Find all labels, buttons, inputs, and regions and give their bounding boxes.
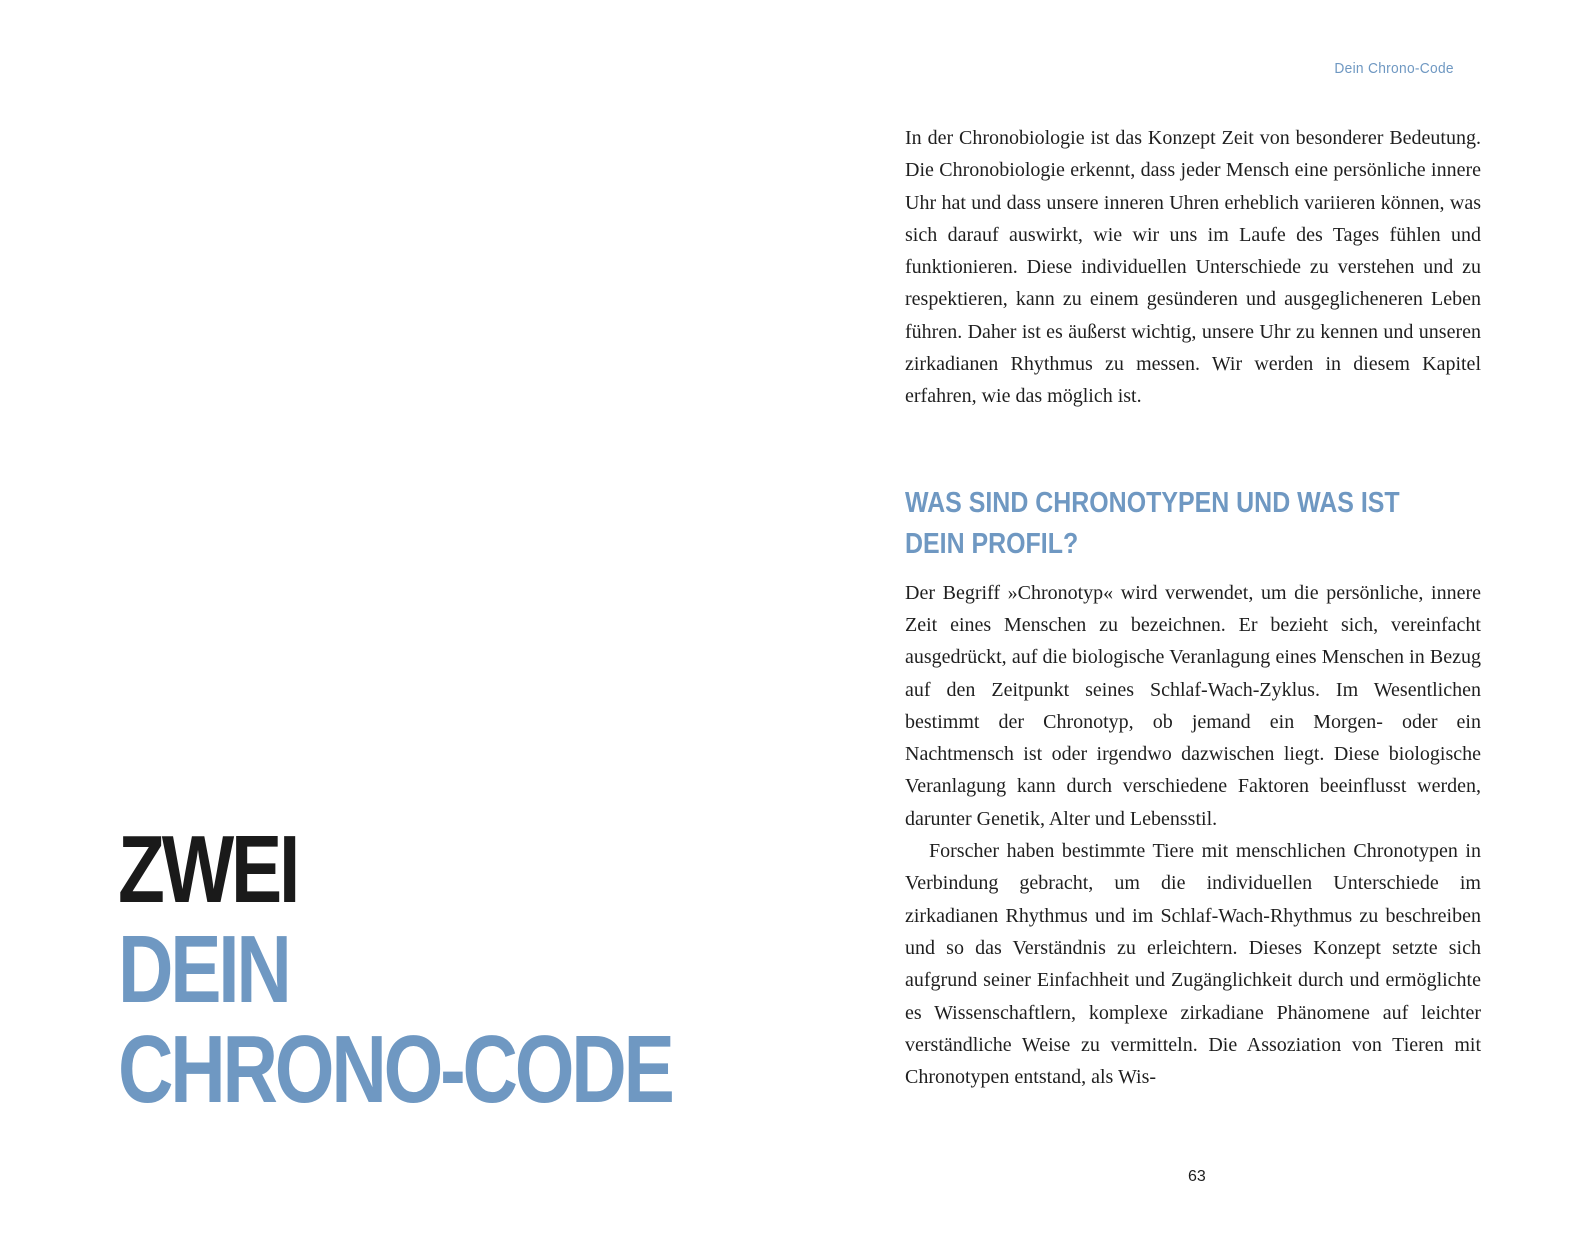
section-heading-line-2: DEIN PROFIL? (905, 527, 1079, 560)
running-head: Dein Chrono-Code (1334, 60, 1454, 77)
section-heading-line-1: WAS SIND CHRONOTYPEN UND WAS IST (905, 486, 1400, 519)
intro-paragraph: In der Chronobiologie ist das Konzept Zeit von besonderer Bedeutung. Die Chronobiologie erkennt, dass jeder Mensch eine persönliche innere Uhr hat und dass unsere inneren Uhren erheblich variieren können, was sich darauf auswirkt, wie wir uns im Laufe des Tages fühlen und funktionieren. Diese individuellen Unterschiede zu verstehen und zu respektieren, kann zu einem gesünderen und ausgeglicheneren Leben führen. Daher ist es äußerst wichtig, unsere Uhr zu kennen und unseren zirkadianen Rhythmus zu messen. Wir werden in diesem Kapitel erfahren, wie das möglich ist. (905, 127, 1481, 408)
chapter-number: ZWEI (118, 816, 298, 923)
paragraph-chronotyp-definition: Der Begriff »Chronotyp« wird verwendet, um die persönliche, innere Zeit eines Menschen zu bezeichnen. Er bezieht sich, vereinfacht ausgedrückt, auf die biologische Veranlagung eines Menschen in Bezug auf den Zeitpunkt seines Schlaf-Wach-Zyklus. Im Wesentlichen bestimmt der Chronotyp, ob jemand ein Morgen- oder ein Nachtmensch ist oder irgendwo dazwischen liegt. Diese biologische Veranlagung kann durch verschiedene Faktoren beeinflusst werden, darunter Genetik, Alter und Lebensstil. (905, 581, 1481, 830)
page-number: 63 (1188, 1168, 1206, 1185)
chapter-title-line-1: DEIN (118, 916, 289, 1023)
chapter-title (118, 816, 672, 1123)
body-text (905, 122, 1481, 1093)
paragraph-animal-chronotypes: Forscher haben bestimmte Tiere mit menschlichen Chronotypen in Verbindung gebracht, um die individuellen Unterschiede im zirkadianen Rhythmus und im Schlaf-Wach-Rhythmus zu beschreiben und so das Verständnis zu erleichtern. Dieses Konzept setzte sich aufgrund seiner Einfachheit und Zugänglichkeit durch und ermöglichte es Wissenschaftlern, komplexe zirkadiane Phänomene auf leichter verständliche Weise zu vermitteln. Die Assoziation von Tieren mit Chronotypen entstand, als Wis- (905, 840, 1481, 1089)
section-heading (905, 483, 1455, 565)
chapter-title-line-2: CHRONO-CODE (118, 1016, 672, 1123)
